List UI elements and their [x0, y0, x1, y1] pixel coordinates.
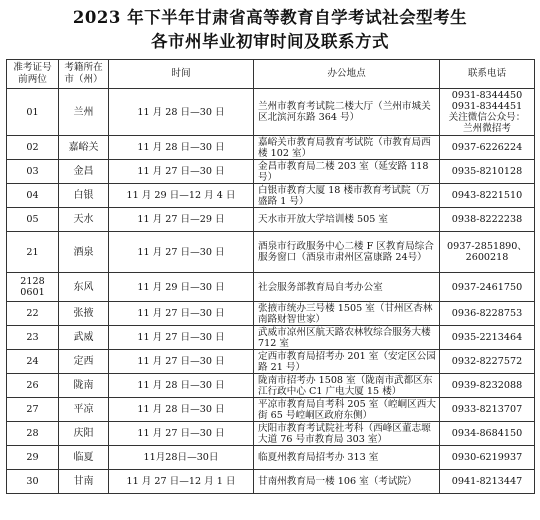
header-exam-code: 准考证号 前两位 [7, 60, 59, 89]
cell-phone: 0935-2213464 [440, 326, 535, 350]
table-row [7, 398, 535, 422]
cell-phone: 0938-8222238 [440, 208, 535, 232]
schedule-table [6, 59, 535, 494]
cell-phone: 0939-8232088 [440, 374, 535, 398]
cell-code: 30 [7, 470, 59, 494]
cell-address: 定西市教育局招考办 201 室（安定区公园路 21 号） [254, 350, 440, 374]
cell-address: 兰州市教育考试院二楼大厅（兰州市城关区北滨河东路 364 号） [254, 89, 440, 136]
table-row [7, 273, 535, 302]
table-row [7, 446, 535, 470]
cell-time: 11 月 27 日—30 日 [109, 302, 254, 326]
cell-code: 23 [7, 326, 59, 350]
table-row [7, 232, 535, 273]
cell-address: 甘南州教育局一楼 106 室（考试院） [254, 470, 440, 494]
cell-code: 27 [7, 398, 59, 422]
cell-address: 白银市教育大厦 18 楼市教育考试院（万盛路 1 号） [254, 184, 440, 208]
cell-address: 临夏州教育局招考办 313 室 [254, 446, 440, 470]
cell-city: 兰州 [59, 89, 109, 136]
cell-code: 21 [7, 232, 59, 273]
cell-code: 26 [7, 374, 59, 398]
cell-time: 11 月 27 日—30 日 [109, 326, 254, 350]
cell-time: 11 月 27 日—30 日 [109, 232, 254, 273]
cell-address: 庆阳市教育考试院社考科（西峰区董志塬大道 76 号市教育局 303 室） [254, 422, 440, 446]
table-row [7, 89, 535, 136]
cell-time: 11 月 28 日—30 日 [109, 374, 254, 398]
header-phone: 联系电话 [440, 60, 535, 89]
table-row [7, 374, 535, 398]
cell-city: 酒泉 [59, 232, 109, 273]
document-title-line1: 2023 年下半年甘肃省高等教育自学考试社会型考生 [72, 8, 468, 27]
cell-time: 11月28日—30日 [109, 446, 254, 470]
cell-phone: 0930-6219937 [440, 446, 535, 470]
table-row [7, 326, 535, 350]
header-time: 时间 [109, 60, 254, 89]
table-row [7, 136, 535, 160]
cell-phone: 0936-8228753 [440, 302, 535, 326]
table-row [7, 350, 535, 374]
cell-phone: 0934-8684150 [440, 422, 535, 446]
cell-time: 11 月 28 日—30 日 [109, 89, 254, 136]
cell-address: 平凉市教育局自考科 205 室（崆峒区西大街 65 号崆峒区政府东侧） [254, 398, 440, 422]
cell-code: 28 [7, 422, 59, 446]
cell-address: 陇南市招考办 1508 室（陇南市武都区东江行政中心 C1 广电大厦 15 楼） [254, 374, 440, 398]
cell-city: 东风 [59, 273, 109, 302]
cell-time: 11 月 28 日—30 日 [109, 136, 254, 160]
cell-time: 11 月 29 日—30 日 [109, 273, 254, 302]
cell-phone: 0937-2851890、 2600218 [440, 232, 535, 273]
cell-code: 02 [7, 136, 59, 160]
cell-city: 甘南 [59, 470, 109, 494]
cell-address: 社会服务部教育局自考办公室 [254, 273, 440, 302]
cell-time: 11 月 27 日—12 月 1 日 [109, 470, 254, 494]
cell-address: 张掖市统办三号楼 1505 室（甘州区杏林南路财智世家） [254, 302, 440, 326]
cell-phone: 0933-8213707 [440, 398, 535, 422]
table-row [7, 184, 535, 208]
cell-time: 11 月 27 日—30 日 [109, 422, 254, 446]
cell-city: 张掖 [59, 302, 109, 326]
document-title-line2: 各市州毕业初审时间及联系方式 [151, 32, 389, 51]
table-header-row [7, 60, 535, 89]
cell-phone: 0931-8344450 0931-8344451 关注微信公众号： 兰州微招考 [440, 89, 535, 136]
cell-city: 庆阳 [59, 422, 109, 446]
cell-city: 白银 [59, 184, 109, 208]
cell-city: 金昌 [59, 160, 109, 184]
cell-phone: 0943-8221510 [440, 184, 535, 208]
cell-address: 武威市凉州区航天路农林牧综合服务大楼712 室 [254, 326, 440, 350]
cell-time: 11 月 27 日—30 日 [109, 160, 254, 184]
cell-code: 03 [7, 160, 59, 184]
cell-code: 05 [7, 208, 59, 232]
cell-city: 武威 [59, 326, 109, 350]
table-row [7, 208, 535, 232]
cell-city: 临夏 [59, 446, 109, 470]
cell-address: 嘉峪关市教育局教育考试院（市教育局西楼 102 室） [254, 136, 440, 160]
table-row [7, 470, 535, 494]
cell-city: 天水 [59, 208, 109, 232]
cell-code: 24 [7, 350, 59, 374]
cell-city: 平凉 [59, 398, 109, 422]
header-address: 办公地点 [254, 60, 440, 89]
cell-code: 22 [7, 302, 59, 326]
cell-address: 金昌市教育局二楼 203 室（延安路 118号） [254, 160, 440, 184]
cell-phone: 0935-8210128 [440, 160, 535, 184]
table-body [7, 89, 535, 494]
cell-address: 天水市开放大学培训楼 505 室 [254, 208, 440, 232]
table-row [7, 160, 535, 184]
cell-address: 酒泉市行政服务中心二楼 F 区教育局综合服务窗口（酒泉市肃州区富康路 24号） [254, 232, 440, 273]
cell-phone: 0941-8213447 [440, 470, 535, 494]
cell-time: 11 月 29 日—12 月 4 日 [109, 184, 254, 208]
cell-code: 01 [7, 89, 59, 136]
table-row [7, 302, 535, 326]
cell-phone: 0932-8227572 [440, 350, 535, 374]
cell-code: 04 [7, 184, 59, 208]
cell-time: 11 月 27 日—29 日 [109, 208, 254, 232]
cell-time: 11 月 27 日—30 日 [109, 350, 254, 374]
cell-phone: 0937-6226224 [440, 136, 535, 160]
cell-phone: 0937-2461750 [440, 273, 535, 302]
table-row [7, 422, 535, 446]
cell-city: 陇南 [59, 374, 109, 398]
cell-code: 29 [7, 446, 59, 470]
cell-code: 2128 0601 [7, 273, 59, 302]
header-city: 考籍所在 市（州） [59, 60, 109, 89]
cell-city: 定西 [59, 350, 109, 374]
cell-city: 嘉峪关 [59, 136, 109, 160]
cell-time: 11 月 28 日—30 日 [109, 398, 254, 422]
